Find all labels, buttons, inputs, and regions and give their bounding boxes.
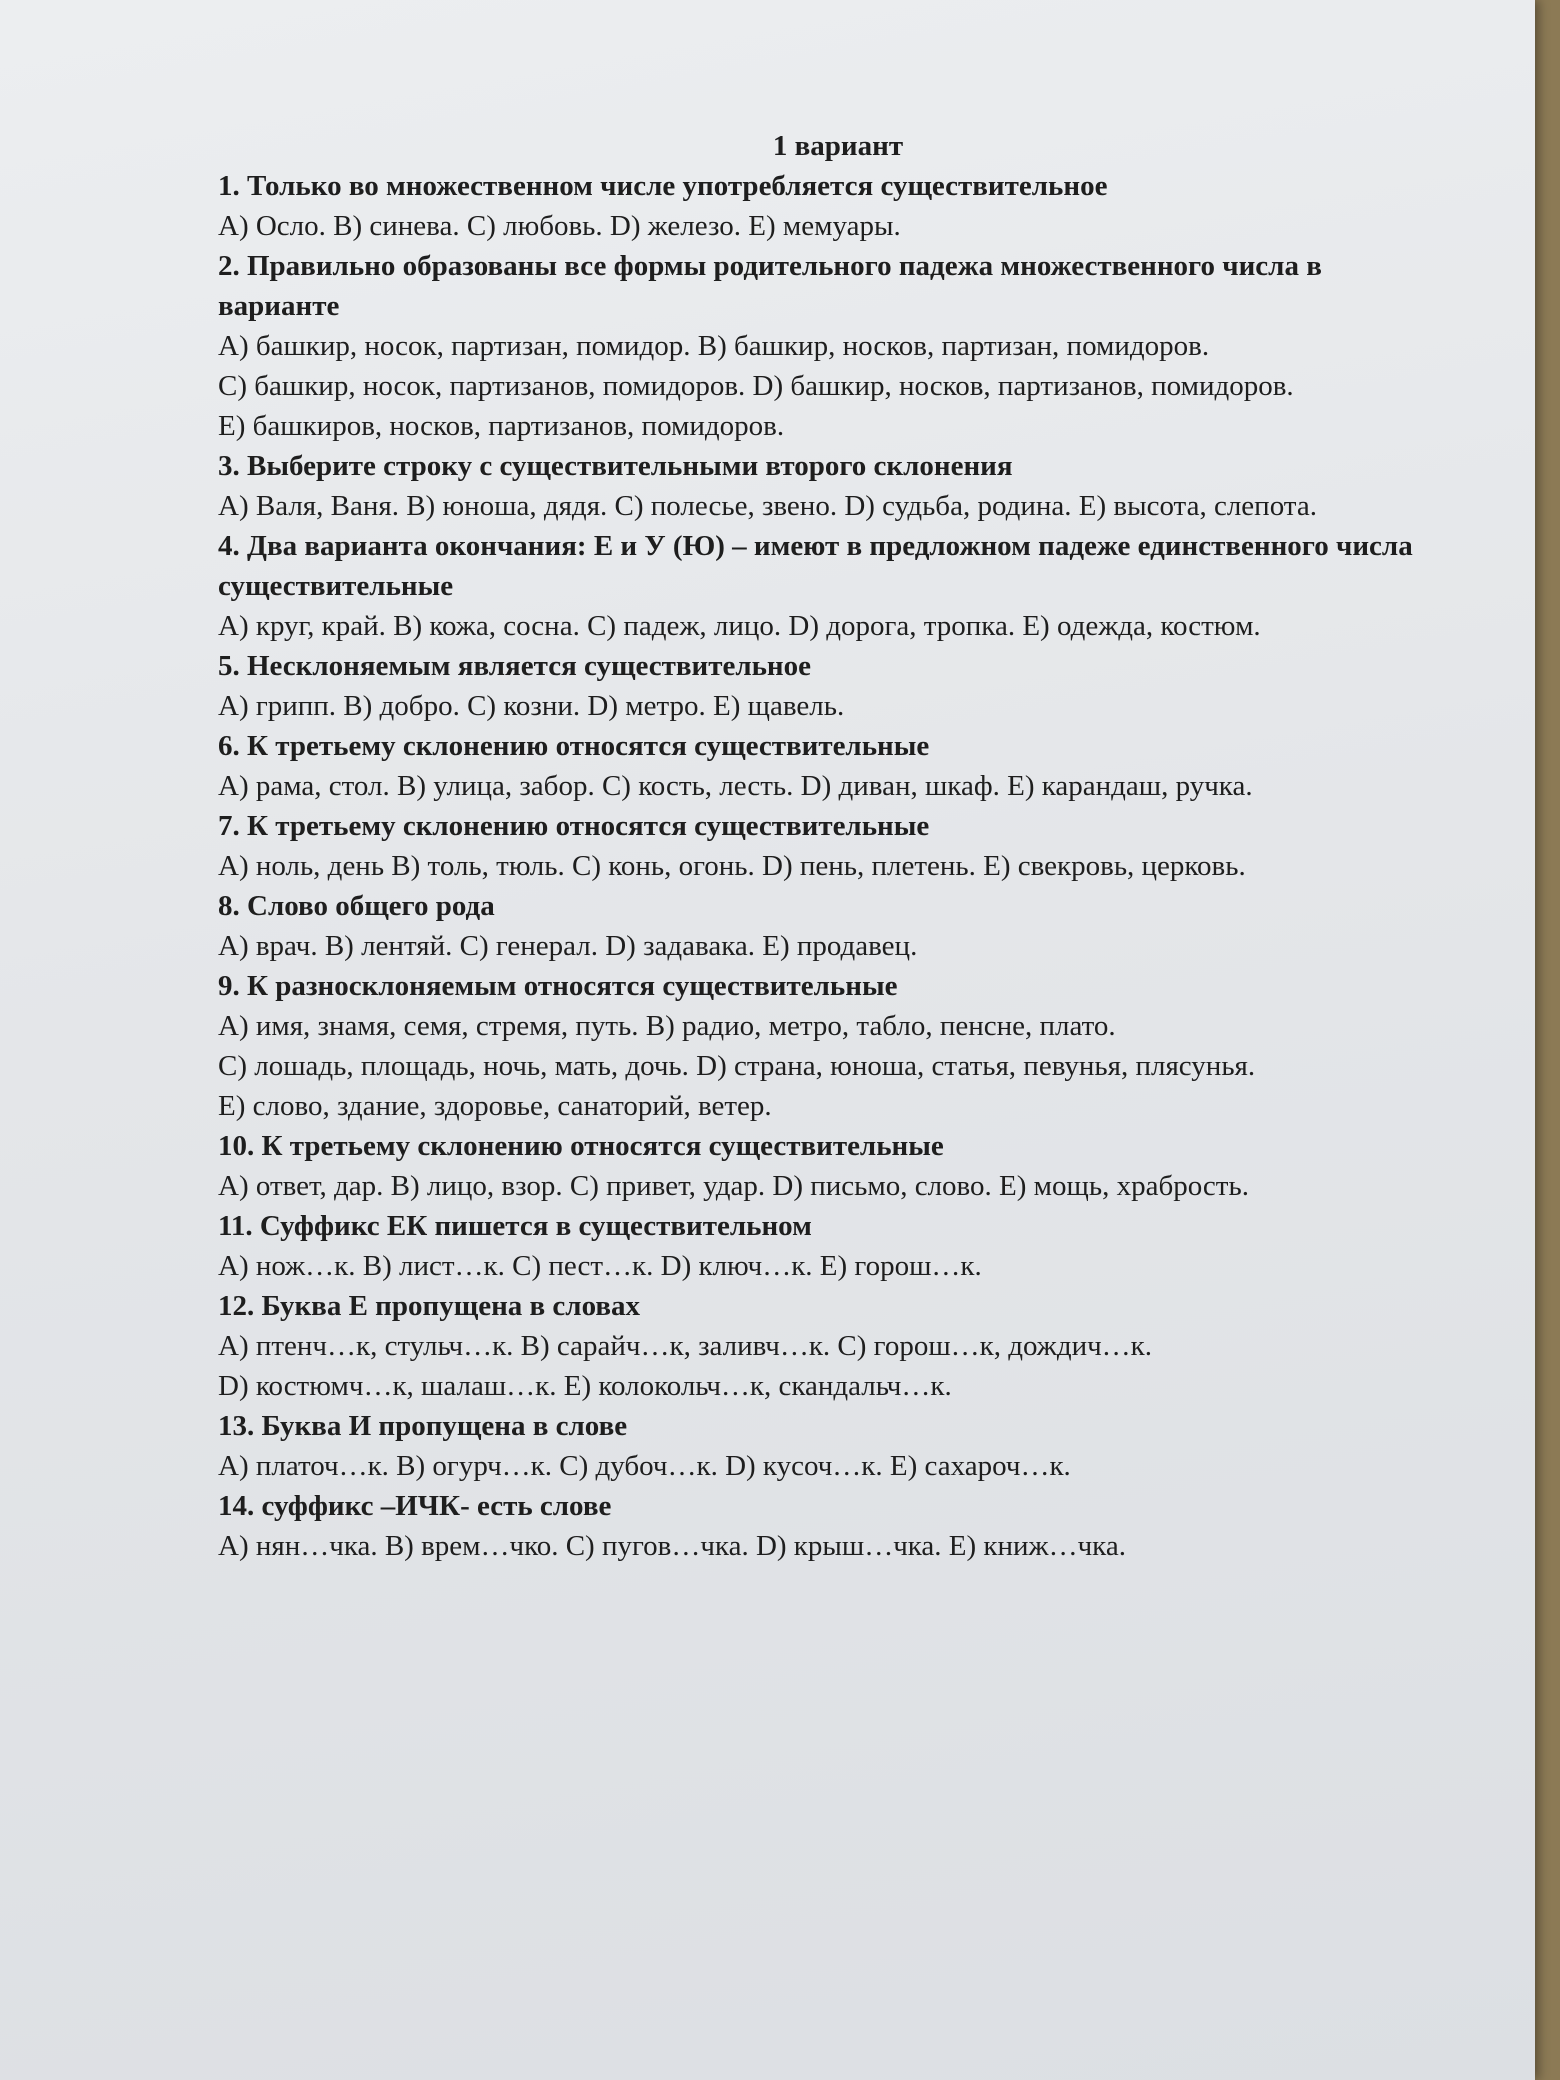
answer-options: C) башкир, носок, партизанов, помидоров. D) башкир, носков, партизанов, помидоров. xyxy=(218,370,1294,402)
test-content xyxy=(218,126,1418,1566)
question-text: 5. Несклоняемым является существительное xyxy=(218,650,811,682)
question-block xyxy=(218,446,1418,526)
question-text: 10. К третьему склонению относятся существительные xyxy=(218,1130,944,1162)
question-text: 9. К разносклоняемым относятся существительные xyxy=(218,970,898,1002)
answer-options: C) лошадь, площадь, ночь, мать, дочь. D) страна, юноша, статья, певунья, плясунья. xyxy=(218,1050,1256,1082)
question-block xyxy=(218,526,1418,646)
answer-options: A) нож…к. B) лист…к. C) пест…к. D) ключ…к. E) горош…к. xyxy=(218,1250,982,1282)
answer-options: A) рама, стол. B) улица, забор. C) кость, лесть. D) диван, шкаф. E) карандаш, ручка. xyxy=(218,770,1253,802)
question-block xyxy=(218,1286,1418,1406)
answer-options: A) платоч…к. B) огурч…к. C) дубоч…к. D) кусоч…к. E) сахароч…к. xyxy=(218,1450,1071,1482)
question-block xyxy=(218,806,1418,886)
answer-options: A) ноль, день B) толь, тюль. C) конь, огонь. D) пень, плетень. E) свекровь, церковь. xyxy=(218,850,1246,882)
answer-options: E) слово, здание, здоровье, санаторий, ветер. xyxy=(218,1090,772,1122)
question-text: 12. Буква Е пропущена в словах xyxy=(218,1290,641,1322)
answer-options: A) Осло. B) синева. C) любовь. D) железо. E) мемуары. xyxy=(218,210,901,242)
answer-options: A) нян…чка. B) врем…чко. C) пугов…чка. D) крыш…чка. E) книж…чка. xyxy=(218,1530,1126,1562)
answer-options: E) башкиров, носков, партизанов, помидоров. xyxy=(218,410,785,442)
question-text: 4. Два варианта окончания: Е и У (Ю) – имеют в предложном падеже единственного числа существительные xyxy=(218,530,1413,602)
question-block xyxy=(218,1406,1418,1486)
question-block xyxy=(218,246,1418,446)
question-block xyxy=(218,886,1418,966)
question-text: 7. К третьему склонению относятся существительные xyxy=(218,810,930,842)
question-text: 14. суффикс –ИЧК- есть слове xyxy=(218,1490,612,1522)
question-block xyxy=(218,646,1418,726)
answer-options: A) ответ, дар. B) лицо, взор. C) привет, удар. D) письмо, слово. E) мощь, храбрость. xyxy=(218,1170,1249,1202)
question-text: 2. Правильно образованы все формы родительного падежа множественного числа в варианте xyxy=(218,250,1322,322)
answer-options: A) грипп. B) добро. C) козни. D) метро. E) щавель. xyxy=(218,690,845,722)
question-block xyxy=(218,1126,1418,1206)
answer-options: A) птенч…к, стульч…к. B) сарайч…к, заливч…к. C) горош…к, дождич…к. xyxy=(218,1330,1153,1362)
question-block xyxy=(218,166,1418,246)
question-text: 1. Только во множественном числе употребляется существительное xyxy=(218,170,1108,202)
question-text: 13. Буква И пропущена в слове xyxy=(218,1410,628,1442)
answer-options: A) Валя, Ваня. B) юноша, дядя. C) полесье, звено. D) судьба, родина. E) высота, слепота. xyxy=(218,490,1317,522)
answer-options: A) круг, край. B) кожа, сосна. C) падеж, лицо. D) дорога, тропка. E) одежда, костюм. xyxy=(218,610,1261,642)
question-block xyxy=(218,1206,1418,1286)
answer-options: A) имя, знамя, семя, стремя, путь. B) радио, метро, табло, пенсне, плато. xyxy=(218,1010,1116,1042)
question-block xyxy=(218,966,1418,1126)
question-block xyxy=(218,726,1418,806)
answer-options: A) башкир, носок, партизан, помидор. B) башкир, носков, партизан, помидоров. xyxy=(218,330,1210,362)
question-text: 8. Слово общего рода xyxy=(218,890,495,922)
answer-options: D) костюмч…к, шалаш…к. E) колокольч…к, скандальч…к. xyxy=(218,1370,952,1402)
answer-options: A) врач. B) лентяй. C) генерал. D) задавака. E) продавец. xyxy=(218,930,918,962)
question-text: 11. Суффикс ЕК пишется в существительном xyxy=(218,1210,812,1242)
question-text: 3. Выберите строку с существительными второго склонения xyxy=(218,450,1013,482)
document-title: 1 вариант xyxy=(772,130,904,162)
question-text: 6. К третьему склонению относятся существительные xyxy=(218,730,930,762)
questions-list xyxy=(218,166,1418,1566)
question-block xyxy=(218,1486,1418,1566)
